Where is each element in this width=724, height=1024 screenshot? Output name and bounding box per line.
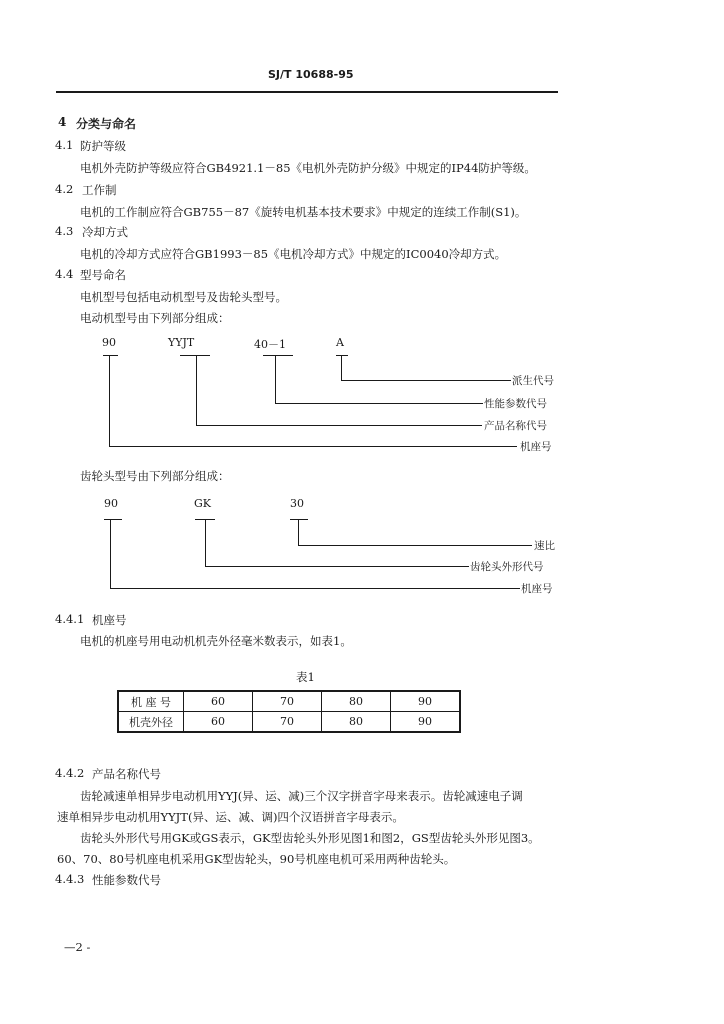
motor-hline-params — [275, 403, 483, 404]
gear-hline-ratio — [298, 545, 532, 546]
motor-hline-name — [196, 425, 482, 426]
motor-vline-derived — [341, 355, 342, 380]
gear-underline-ratio — [290, 519, 308, 520]
section-4-number: 4 — [58, 115, 67, 129]
motor-underline-frame — [103, 355, 118, 356]
section-4-4-3-number: 4.4.3 — [55, 872, 85, 886]
motor-hline-frame — [109, 446, 517, 447]
section-4-4-2-para1-line1: 齿轮减速单相异步电动机用YYJ(异、运、减)三个汉字拼音字母来表示。齿轮减速电子调 — [80, 789, 523, 803]
gear-code-frame: 90 — [104, 497, 118, 510]
section-4-4-3-title: 性能参数代号 — [92, 873, 161, 887]
table-cell: 80 — [322, 712, 391, 733]
standard-code: SJ/T 10688-95 — [268, 68, 354, 81]
section-4-title: 分类与命名 — [76, 117, 137, 131]
gear-vline-ratio — [298, 519, 299, 545]
motor-code-frame: 90 — [102, 336, 116, 349]
header-rule — [56, 91, 558, 93]
section-4-3-body: 电机的冷却方式应符合GB1993－85《电机冷却方式》中规定的IC0040冷却方式。 — [80, 247, 507, 261]
section-4-4-2-para2-line2: 60、70、80号机座电机采用GK型齿轮头，90号机座电机可采用两种齿轮头。 — [57, 852, 456, 866]
section-4-4-2-para1-line2: 速单相异步电动机用YYJT(异、运、减、调)四个汉语拼音字母表示。 — [57, 810, 404, 824]
section-4-4-2-para2-line1: 齿轮头外形代号用GK或GS表示，GK型齿轮头外形见图1和图2，GS型齿轮头外形见图3。 — [80, 831, 540, 845]
motor-vline-params — [275, 355, 276, 403]
gear-vline-frame — [110, 519, 111, 588]
section-4-4-1-number: 4.4.1 — [55, 612, 85, 626]
table-cell: 80 — [322, 691, 391, 712]
section-4-2-body: 电机的工作制应符合GB755－87《旋转电机基本技术要求》中规定的连续工作制(S1)。 — [80, 205, 527, 219]
gear-label-shape: 齿轮头外形代号 — [470, 561, 544, 573]
motor-underline-name — [180, 355, 210, 356]
table-cell: 90 — [391, 691, 461, 712]
section-4-1-body: 电机外壳防护等级应符合GB4921.1－85《电机外壳防护分级》中规定的IP44防护等级。 — [80, 161, 536, 175]
table-cell: 60 — [184, 712, 253, 733]
section-4-1-number: 4.1 — [55, 138, 74, 152]
gear-code-ratio: 30 — [290, 497, 304, 510]
page-number: —2 - — [64, 940, 91, 954]
section-4-4-1-title: 机座号 — [92, 613, 127, 627]
motor-model-intro: 电动机型号由下列部分组成： — [80, 311, 230, 325]
motor-underline-derived — [336, 355, 348, 356]
section-4-4-2-number: 4.4.2 — [55, 766, 85, 780]
section-4-2-number: 4.2 — [55, 182, 74, 196]
table-1 — [117, 690, 461, 733]
gear-hline-frame — [110, 588, 520, 589]
table-cell: 60 — [184, 691, 253, 712]
section-4-4-number: 4.4 — [55, 267, 74, 281]
gear-label-ratio: 速比 — [534, 540, 555, 552]
gear-hline-shape — [205, 566, 469, 567]
section-4-4-1-body: 电机的机座号用电动机机壳外径毫米数表示，如表1。 — [80, 634, 352, 648]
section-4-4-title: 型号命名 — [80, 268, 126, 282]
table-row — [118, 691, 460, 712]
motor-vline-name — [196, 355, 197, 425]
section-4-3-number: 4.3 — [55, 224, 74, 238]
motor-vline-frame — [109, 355, 110, 446]
gear-code-shape: GK — [194, 497, 212, 510]
table-row-header: 机 座 号 — [118, 691, 184, 712]
section-4-3-title: 冷却方式 — [82, 225, 128, 239]
motor-hline-derived — [341, 380, 511, 381]
gear-model-intro: 齿轮头型号由下列部分组成： — [80, 469, 230, 483]
section-4-4-intro: 电机型号包括电动机型号及齿轮头型号。 — [80, 290, 287, 304]
table-cell: 70 — [253, 691, 322, 712]
table-1-caption: 表1 — [296, 670, 315, 684]
motor-label-name: 产品名称代号 — [484, 420, 547, 432]
section-4-4-2-title: 产品名称代号 — [92, 767, 161, 781]
motor-code-params: 40－1 — [254, 338, 286, 351]
gear-vline-shape — [205, 519, 206, 566]
motor-label-params: 性能参数代号 — [484, 398, 547, 410]
gear-underline-frame — [104, 519, 122, 520]
gear-label-frame: 机座号 — [521, 583, 553, 595]
motor-code-derived: A — [336, 336, 344, 349]
section-4-1-title: 防护等级 — [80, 139, 126, 153]
table-row — [118, 712, 460, 733]
motor-label-frame: 机座号 — [520, 441, 552, 453]
table-cell: 90 — [391, 712, 461, 733]
table-row-header: 机壳外径 — [118, 712, 184, 733]
section-4-2-title: 工作制 — [82, 183, 117, 197]
table-cell: 70 — [253, 712, 322, 733]
motor-code-name: YYJT — [168, 336, 195, 349]
motor-underline-params — [263, 355, 293, 356]
motor-label-derived: 派生代号 — [512, 375, 554, 387]
